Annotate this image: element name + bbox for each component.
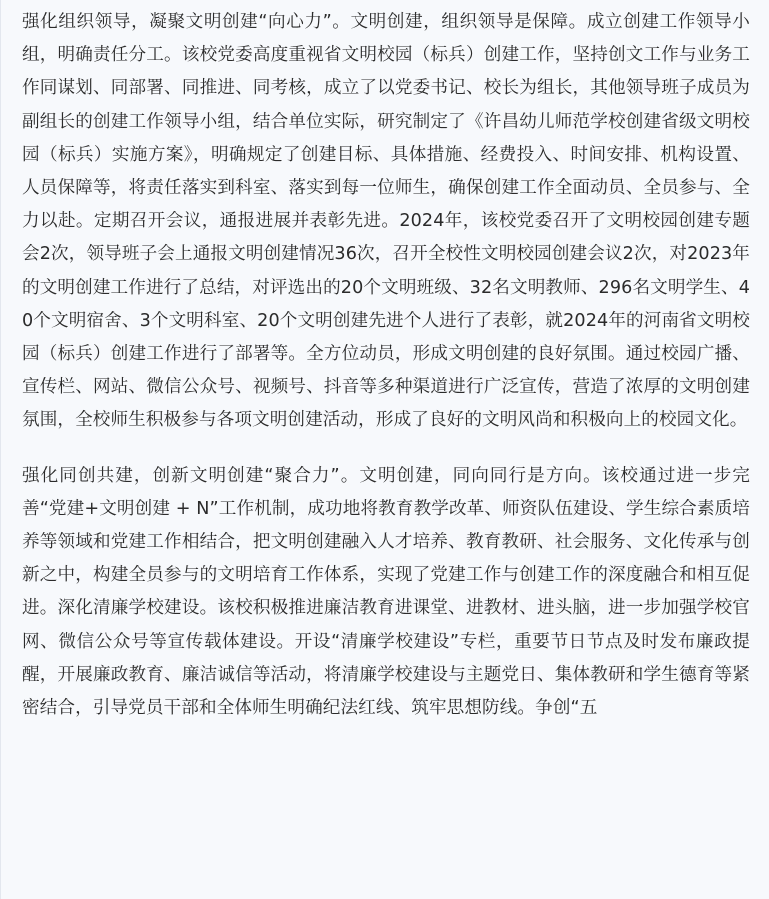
article-paragraph-1: 强化组织领导，凝聚文明创建“向心力”。文明创建，组织领导是保障。成立创建工作领导小组，明确责任分工。该校党委高度重视省文明校园（标兵）创建工作，坚持创文工作与业务工作同谋划、同部署、同推进、同考核，成立了以党委书记、校长为组长，其他领导班子成员为副组长的创建工作领导小组，结合单位实际，研究制定了《许昌幼儿师范学校创建省级文明校园（标兵）实施方案》，明确规定了创建目标、具体措施、经费投入、时间安排、机构设置、人员保障等，将责任落实到科室、落实到每一位师生，确保创建工作全面动员、全员参与、全力以赴。定期召开会议，通报进展并表彰先进。2024年，该校党委召开了文明校园创建专题会2次，领导班子会上通报文明创建情况36次，召开全校性文明校园创建会议2次，对2023年的文明创建工作进行了总结，对评选出的20个文明班级、32名文明教师、296名文明学生、40个文明宿舍、3个文明科室、20个文明创建先进个人进行了表彰，就2024年的河南省文明校园（标兵）创建工作进行了部署等。全方位动员，形成文明创建的良好氛围。通过校园广播、宣传栏、网站、微信公众号、视频号、抖音等多种渠道进行广泛宣传，营造了浓厚的文明创建氛围，全校师生积极参与各项文明创建活动，形成了良好的文明风尚和积极向上的校园文化。: [22, 12, 750, 431]
page-edge-divider: [0, 0, 1, 899]
article-paragraph-2: 强化同创共建，创新文明创建“聚合力”。文明创建，同向同行是方向。该校通过进一步完善“党建+文明创建 + N”工作机制，成功地将教育教学改革、师资队伍建设、学生综合素质培养等领域和党建工作相结合，把文明创建融入人才培养、教育教研、社会服务、文化传承与创新之中，构建全员参与的文明培育工作体系，实现了党建工作与创建工作的深度融合和相互促进。深化清廉学校建设。该校积极推进廉洁教育进课堂、进教材、进头脑，进一步加强学校官网、微信公众号等宣传载体建设。开设“清廉学校建设”专栏，重要节日节点及时发布廉政提醒，开展廉政教育、廉洁诚信等活动，将清廉学校建设与主题党日、集体教研和学生德育等紧密结合，引导党员干部和全体师生明确纪法红线、筑牢思想防线。争创“五: [22, 465, 750, 719]
